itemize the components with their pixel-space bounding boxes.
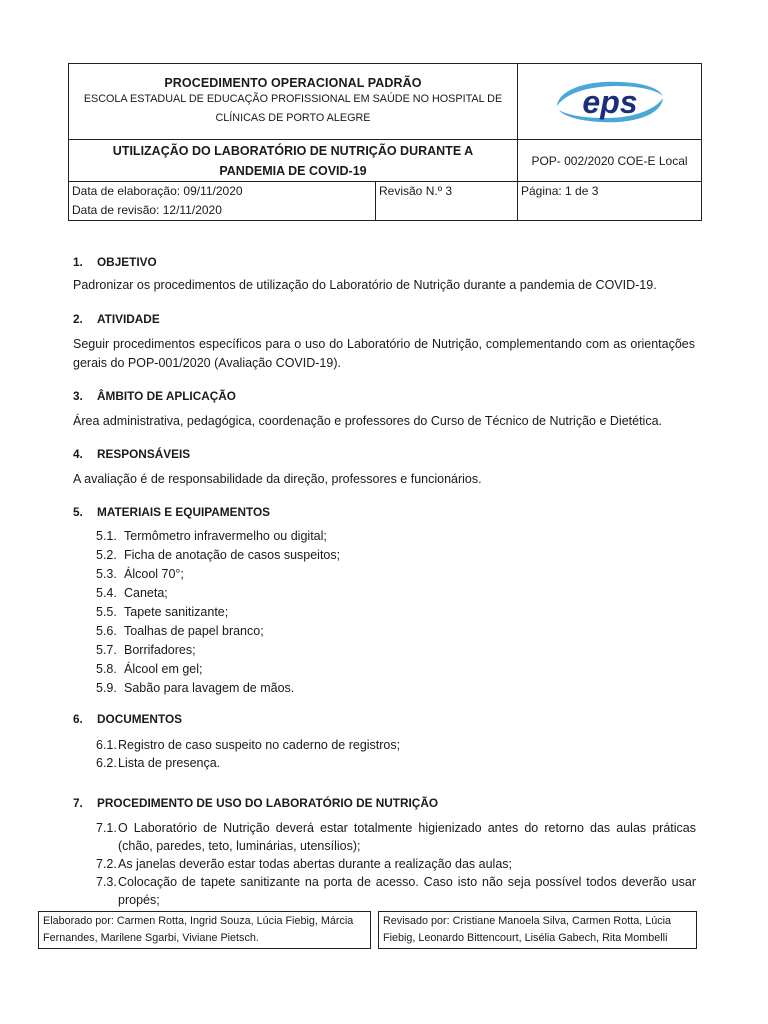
list-item: 6.1. Registro de caso suspeito no caderno de registros; <box>96 738 401 752</box>
footer-table <box>38 911 697 949</box>
logo-text: eps <box>581 83 638 120</box>
section-text-atividade: Seguir procedimentos específicos para o uso do Laboratório de Nutrição, complementando com as orientações gerais do POP-001/2020 (Avaliação COVID-19). <box>73 337 695 370</box>
section-heading-ambito: 3. ÂMBITO DE APLICAÇÃO <box>73 389 236 403</box>
section-heading-materiais: 5. MATERIAIS E EQUIPAMENTOS <box>73 505 271 519</box>
dates-cell <box>69 182 376 221</box>
section-text-responsaveis: A avaliação é de responsabilidade da direção, professores e funcionários. <box>73 472 482 486</box>
revision-number: Revisão N.º 3 <box>376 182 518 221</box>
revised-by: Revisado por: Cristiane Manoela Silva, Carmen Rotta, Lúcia Fiebig, Leonardo Bittencourt, Lisélia Gabech, Rita Mombelli <box>379 912 697 949</box>
section-heading-objetivo: 1. OBJETIVO <box>73 255 157 269</box>
eps-logo-icon <box>551 76 669 128</box>
list-item: 7.2. As janelas deverão estar todas abertas durante a realização das aulas; <box>96 857 512 871</box>
procedure-list <box>96 819 696 909</box>
list-item: 5.7. Borrifadores; <box>96 643 196 657</box>
documents-list <box>96 736 696 772</box>
list-item: 5.1. Termômetro infravermelho ou digital; <box>96 529 327 543</box>
section-heading-atividade: 2. ATIVIDADE <box>73 312 160 326</box>
section-heading-documentos: 6. DOCUMENTOS <box>73 712 182 726</box>
section-heading-responsaveis: 4. RESPONSÁVEIS <box>73 447 191 461</box>
list-item: 5.3. Álcool 70°; <box>96 567 184 581</box>
section-heading-procedimento: 7. PROCEDIMENTO DE USO DO LABORATÓRIO DE NUTRIÇÃO <box>73 796 439 810</box>
list-item: 7.3. Colocação de tapete sanitizante na porta de acesso. Caso isto não seja possível todos deverão usar propés; <box>96 875 696 907</box>
header-title: PROCEDIMENTO OPERACIONAL PADRÃO <box>164 75 422 90</box>
list-item: 5.5. Tapete sanitizante; <box>96 605 229 619</box>
section-text-objetivo: Padronizar os procedimentos de utilização do Laboratório de Nutrição durante a pandemia de COVID-19. <box>73 278 657 292</box>
doc-title-line-1: UTILIZAÇÃO DO LABORATÓRIO DE NUTRIÇÃO DURANTE A <box>112 143 474 158</box>
list-item: 5.2. Ficha de anotação de casos suspeitos; <box>96 548 341 562</box>
section-text-ambito: Área administrativa, pedagógica, coordenação e professores do Curso de Técnico de Nutrição e Dietética. <box>73 414 662 428</box>
materials-list <box>96 527 696 698</box>
list-item: 5.6. Toalhas de papel branco; <box>96 624 264 638</box>
date-elaboration: Data de elaboração: 09/11/2020 <box>72 184 243 198</box>
elaborated-by: Elaborado por: Carmen Rotta, Ingrid Souza, Lúcia Fiebig, Márcia Fernandes, Marilene Sgarbi, Viviane Pietsch. <box>39 912 371 949</box>
institution-line-1: ESCOLA ESTADUAL DE EDUCAÇÃO PROFISSIONAL EM SAÚDE NO HOSPITAL DE <box>83 92 503 105</box>
date-revision: Data de revisão: 12/11/2020 <box>72 203 222 217</box>
list-item: 5.9. Sabão para lavagem de mãos. <box>96 681 295 695</box>
page-number: Página: 1 de 3 <box>518 182 702 221</box>
logo-cell <box>518 64 702 140</box>
doc-title-line-2: PANDEMIA DE COVID-19 <box>219 163 367 178</box>
header-table <box>68 63 702 221</box>
list-item: 7.1. O Laboratório de Nutrição deverá estar totalmente higienizado antes do retorno das aulas práticas (chão, paredes, teto, luminárias, utensílios); <box>96 821 696 853</box>
list-item: 6.2. Lista de presença. <box>96 756 221 770</box>
list-item: 5.4. Caneta; <box>96 586 168 600</box>
institution-line-2: CLÍNICAS DE PORTO ALEGRE <box>215 111 371 124</box>
eps-logo <box>522 65 697 139</box>
doc-code: POP- 002/2020 COE-E Local <box>518 140 702 182</box>
list-item: 5.8. Álcool em gel; <box>96 662 203 676</box>
doc-title-cell <box>69 140 518 182</box>
header-title-cell <box>69 64 518 140</box>
